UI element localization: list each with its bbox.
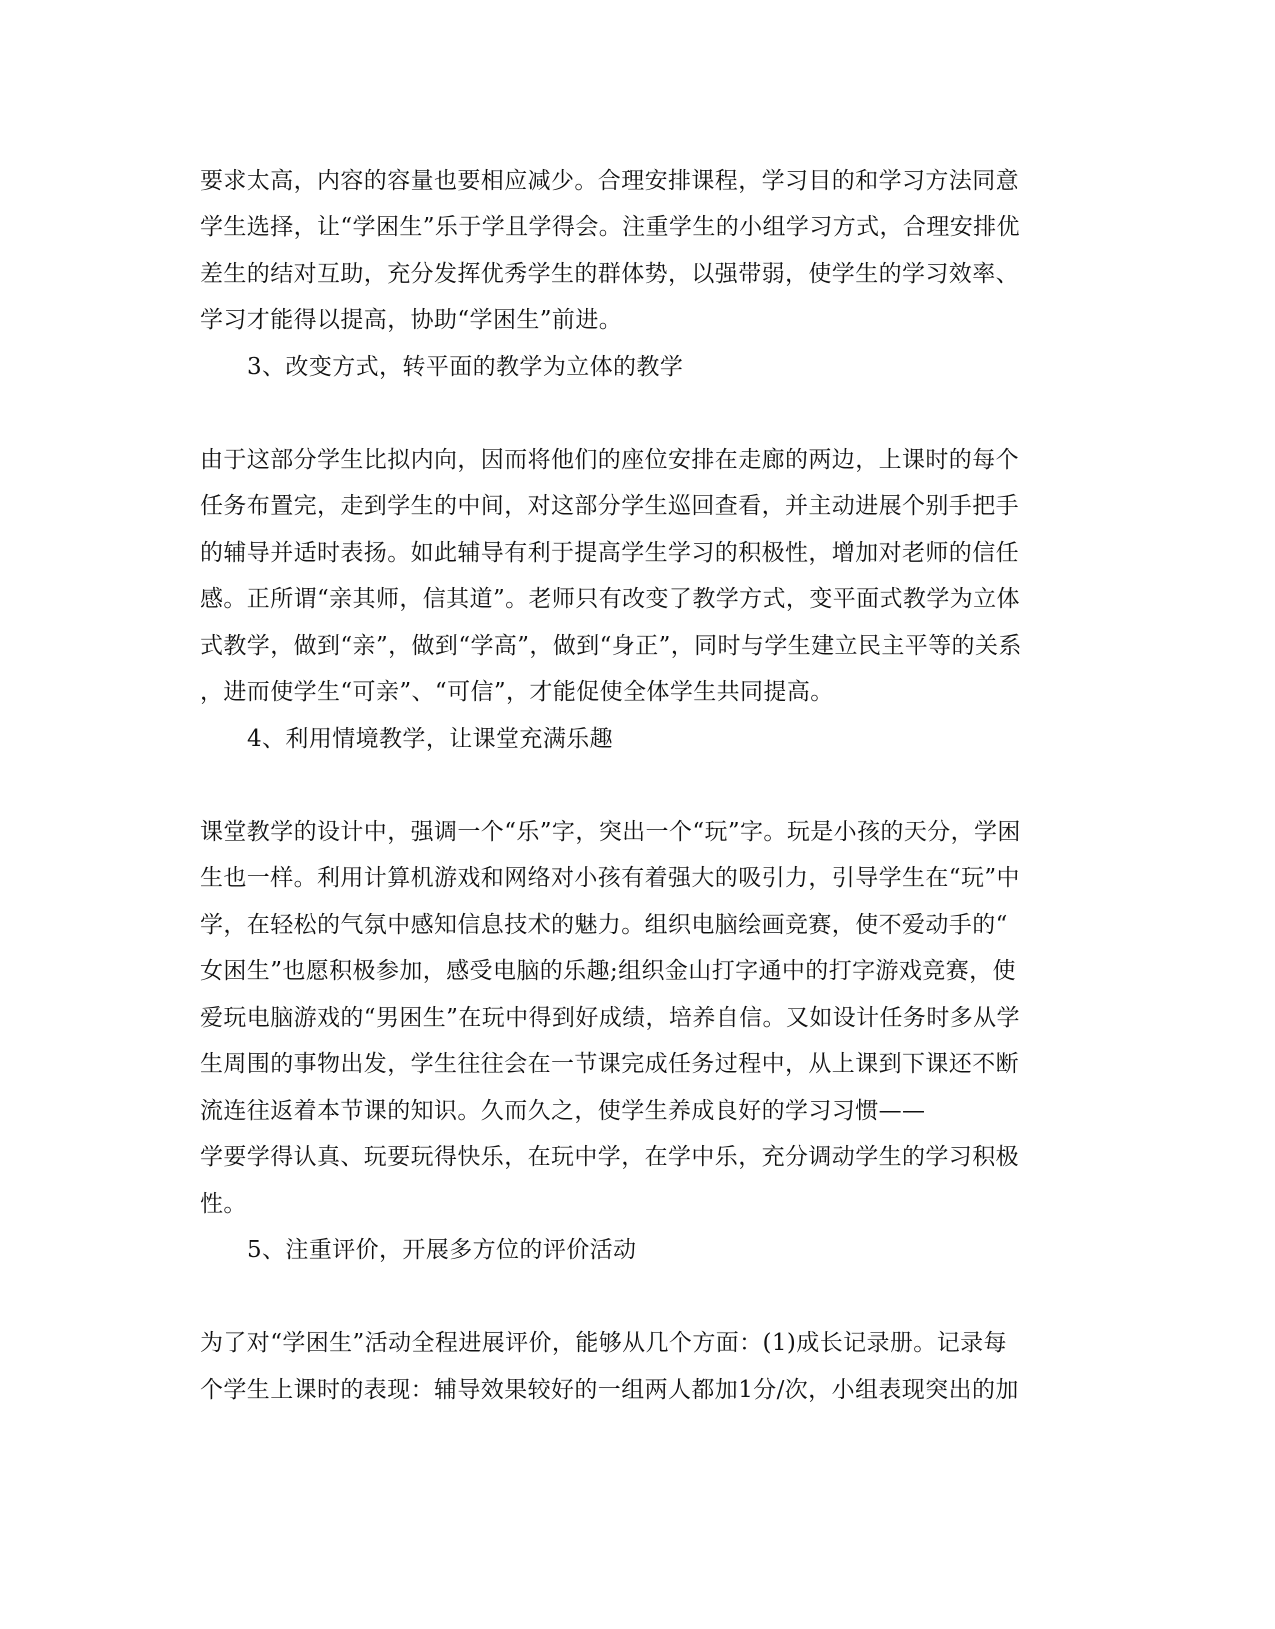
text-line: 爱玩电脑游戏的“男困生”在玩中得到好成绩，培养自信。又如设计任务时多从学 (200, 1005, 1020, 1031)
section-heading-3: 3、改变方式，转平面的教学为立体的教学 (247, 354, 684, 380)
text-line: 女困生”也愿积极参加，感受电脑的乐趣;组织金山打字通中的打字游戏竞赛，使 (200, 958, 1016, 984)
text-line: 生也一样。利用计算机游戏和网络对小孩有着强大的吸引力，引导学生在“玩”中 (200, 865, 1020, 891)
text-line: 任务布置完，走到学生的中间，对这部分学生巡回查看，并主动进展个别手把手 (200, 493, 1019, 519)
text-line: 要求太高，内容的容量也要相应减少。合理安排课程，学习目的和学习方法同意 (200, 168, 1019, 194)
section-heading-4: 4、利用情境教学，让课堂充满乐趣 (247, 726, 614, 752)
section-heading-5: 5、注重评价，开展多方位的评价活动 (247, 1237, 637, 1263)
text-line: 感。正所谓“亲其师，信其道”。老师只有改变了教学方式，变平面式教学为立体 (200, 586, 1020, 612)
text-line: 课堂教学的设计中，强调一个“乐”字，突出一个“玩”字。玩是小孩的天分，学困 (200, 819, 1021, 845)
text-line: 为了对“学困生”活动全程进展评价，能够从几个方面：(1)成长记录册。记录每 (200, 1330, 1007, 1356)
text-line: 学，在轻松的气氛中感知信息技术的魅力。组织电脑绘画竞赛，使不爱动手的“ (200, 912, 1008, 938)
text-line: 流连往返着本节课的知识。久而久之，使学生养成良好的学习习惯—— (200, 1098, 926, 1124)
text-line: 式教学，做到“亲”，做到“学高”，做到“身正”，同时与学生建立民主平等的关系 (200, 633, 1022, 659)
text-line: 性。 (200, 1191, 247, 1217)
text-line: 差生的结对互助，充分发挥优秀学生的群体势，以强带弱，使学生的学习效率、 (200, 261, 1019, 287)
text-line: ，进而使学生“可亲”、“可信”，才能促使全体学生共同提高。 (200, 679, 834, 705)
text-line: 由于这部分学生比拟内向，因而将他们的座位安排在走廊的两边，上课时的每个 (200, 447, 1019, 473)
text-line: 学习才能得以提高，协助“学困生”前进。 (200, 307, 623, 333)
text-line: 学生选择，让“学困生”乐于学且学得会。注重学生的小组学习方式，合理安排优 (200, 214, 1020, 240)
text-line: 的辅导并适时表扬。如此辅导有利于提高学生学习的积极性，增加对老师的信任 (200, 540, 1019, 566)
text-line: 个学生上课时的表现：辅导效果较好的一组两人都加1分/次，小组表现突出的加 (200, 1377, 1019, 1403)
text-line: 学要学得认真、玩要玩得快乐，在玩中学，在学中乐，充分调动学生的学习积极 (200, 1144, 1019, 1170)
text-line: 生周围的事物出发，学生往往会在一节课完成任务过程中，从上课到下课还不断 (200, 1051, 1019, 1077)
